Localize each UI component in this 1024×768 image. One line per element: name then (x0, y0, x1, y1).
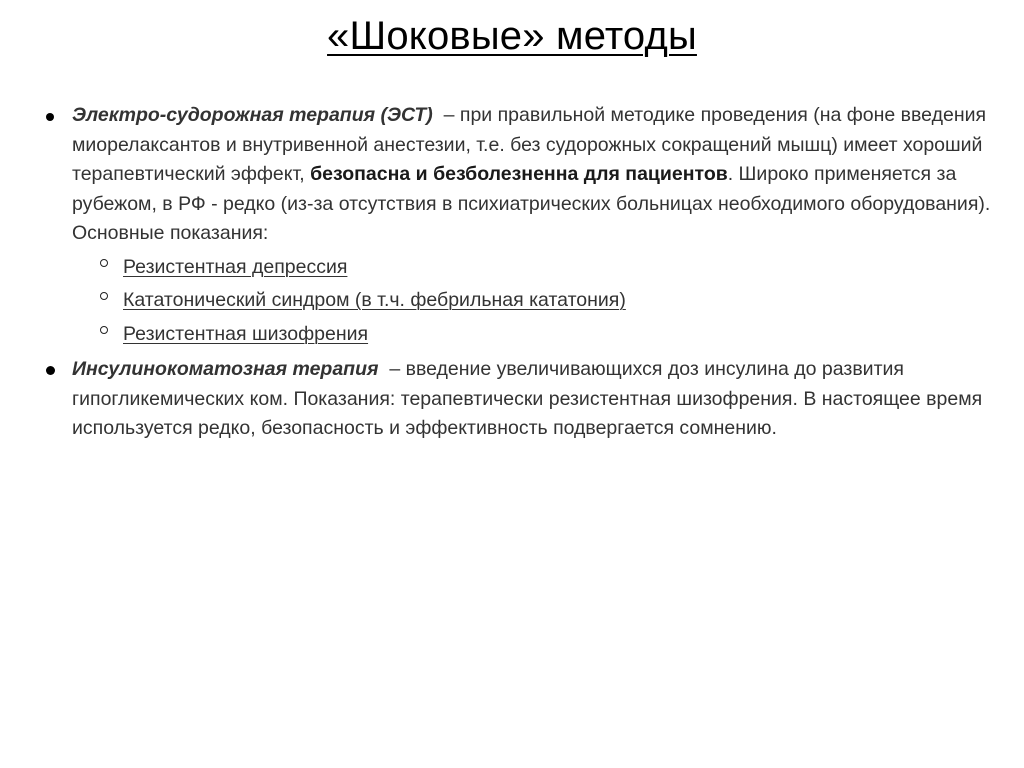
bullet-item-insulin (72, 355, 1007, 444)
slide-content (72, 101, 1007, 444)
slide-title (0, 10, 1024, 62)
bullet-dot-icon (46, 366, 55, 375)
indications-list (72, 251, 1007, 352)
indication-label: Кататонический синдром (в т.ч. фебрильная кататония) (123, 289, 626, 311)
term-ect: Электро-судорожная терапия (ЭСТ) (72, 104, 433, 126)
bullet-dot-icon (46, 113, 54, 121)
ect-bold-statement: безопасна и безболезненна для пациентов (310, 163, 728, 185)
indication-label: Резистентная шизофрения (123, 322, 369, 345)
indication-label: Резистентная депрессия (123, 255, 348, 278)
ect-description: – при правильной методике проведения (на фоне введения миорелаксантов и внутривенной анестезии, т.е. без судорожных сокращений мышц) имеет хороший терапевтический эффект, (72, 104, 992, 185)
term-insulin: Инсулинокоматозная терапия (72, 358, 379, 380)
circle-bullet-icon (100, 292, 108, 300)
circle-bullet-icon (100, 326, 108, 334)
ect-description-continued: . Широко применяется за рубежом, в РФ - редко (из-за отсутствия в психиатрических больницах необходимого оборудования). Основные показания: (72, 163, 991, 244)
indication-item (123, 251, 1007, 285)
insulin-description: – введение увеличивающихся доз инсулина до развития гипогликемических ком. Показания: терапевтически резистентная шизофрения. В настоящее время используется редко, безопасность и эффективность подвергается сомнению. (72, 358, 988, 439)
indication-item (123, 284, 1007, 318)
slide-title-text: «Шоковые» методы (327, 14, 697, 58)
bullet-item-ect (72, 101, 1007, 249)
circle-bullet-icon (100, 259, 108, 267)
indication-item (123, 318, 1007, 352)
